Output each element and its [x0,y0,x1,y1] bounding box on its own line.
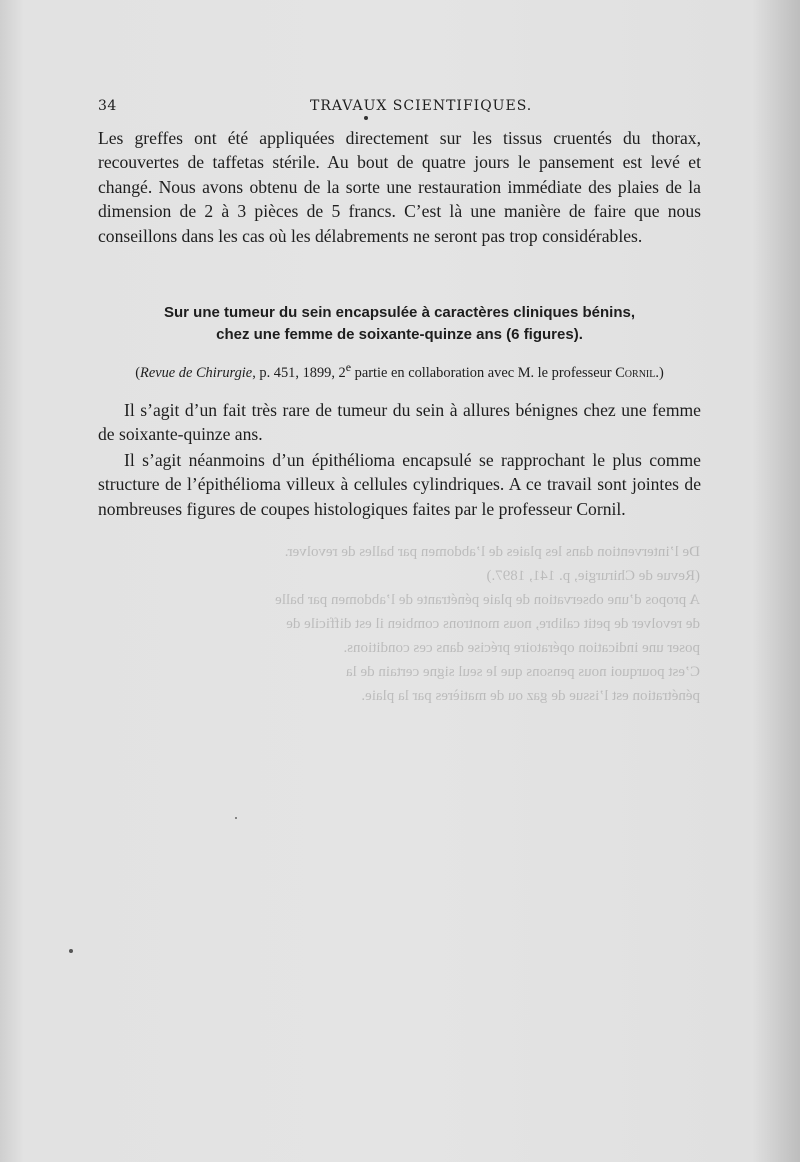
ref-details: , p. 451, 1899, 2 [252,364,346,381]
section-title-line-2: chez une femme de soixante-quinze ans (6 figures). [216,326,583,343]
show-through-line: (Revue de Chirurgie, p. 141, 1897.) [486,568,700,584]
ref-journal: Revue de Chirurgie [140,364,253,381]
running-title: TRAVAUX SCIENTIFIQUES. [310,98,533,114]
ref-close: .) [655,364,664,381]
show-through-line: C’est pourquoi nous pensons que le seul signe certain de la [345,664,700,680]
ref-superscript: e [345,360,352,374]
ref-open: ( [135,364,141,381]
show-through-line: poser une indication opératoire précise dans ces conditions. [343,640,700,656]
section-title-line-1: Sur une tumeur du sein encapsulée à caractères cliniques bénins, [164,304,635,321]
paragraph-case: Il s’agit d’un fait très rare de tumeur du sein à allures bénignes chez une femme de soixante-quinze ans. [98,400,701,445]
paragraph-grafts: Les greffes ont été appliquées directement sur les tissus cruentés du thorax, recouvertes de taffetas stérile. Au bout de quatre jours le pansement est levé et changé. Nous avons obtenu de la sorte une restauration immédiate des plaies de la dimension de 2 à 3 pièces de 5 francs. C’est là une manière de faire que nous conseillons dans les cas où les délabrements ne seront pas trop considérables. [98,128,701,246]
ink-speck [364,116,368,120]
ref-rest: partie en collaboration avec M. le professeur [351,364,616,381]
ink-speck [235,817,237,819]
show-through-line: pénétration est l’issue de gaz ou de matières par la plaie. [361,688,700,704]
ref-author: Cornil [615,364,656,381]
show-through-line: de revolver de petit calibre, nous montrons combien il est difficile de [286,616,700,632]
show-through-line: De l’intervention dans les plaies de l’abdomen par balles de revolver. [284,544,700,560]
show-through-line: A propos d’une observation de plaie pénétrante de l’abdomen par balle [275,592,700,608]
ink-speck [69,949,73,953]
paragraph-structure: Il s’agit néanmoins d’un épithélioma encapsulé se rapprochant le plus comme structure de l’épithélioma villeux à cellules cylindriques. A ce travail sont jointes de nombreuses figures de coupes histologiques faites par le professeur Cornil. [98,450,701,519]
page-number: 34 [98,98,117,114]
